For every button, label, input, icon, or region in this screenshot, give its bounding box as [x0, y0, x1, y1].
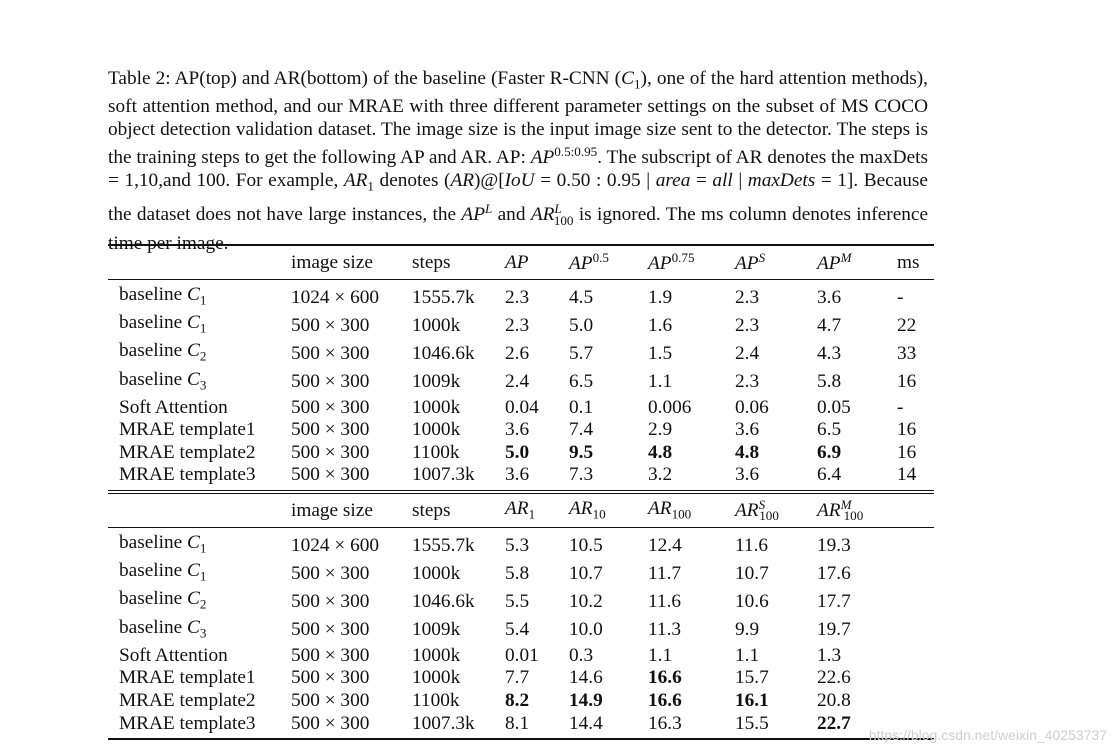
results-table [108, 244, 934, 740]
table-row [108, 645, 934, 668]
value-cell: 0.006 [648, 396, 692, 418]
value-cell: 1024 × 600 [291, 534, 379, 556]
value-cell: 5.8 [817, 371, 842, 393]
value-cell: 11.7 [648, 563, 682, 585]
ar-header-ar1: $AR_1$ [505, 492, 569, 528]
value-cell: 4.5 [569, 286, 594, 308]
value-cell: 5.8 [505, 563, 530, 585]
table-row [108, 280, 934, 313]
ap-header-apm: $AP^M$ [817, 245, 897, 280]
ap-header-ap50: $AP^{0.5}$ [569, 245, 648, 280]
value-cell: 8.2 [505, 689, 530, 711]
value-cell: 10.6 [735, 591, 769, 613]
value-cell: 16 [897, 419, 917, 441]
value-cell: 10.5 [569, 534, 603, 556]
value-cell: 500 × 300 [291, 464, 370, 486]
value-cell: 1100k [412, 441, 460, 463]
value-cell: 7.3 [569, 464, 594, 486]
ar-header-ars100: $AR^S_{100}$ [735, 492, 817, 528]
value-cell: 1555.7k [412, 534, 475, 556]
value-cell: 5.3 [505, 534, 530, 556]
value-cell: 33 [897, 343, 917, 365]
value-cell: 500 × 300 [291, 396, 370, 418]
ap-header-image-size: image size [291, 245, 412, 280]
ap-header-ap75: $AP^{0.75}$ [648, 245, 735, 280]
value-cell: 9.9 [735, 619, 760, 641]
value-cell: 0.01 [505, 644, 539, 666]
value-cell: 5.0 [569, 314, 594, 336]
value-cell: 5.5 [505, 591, 530, 613]
value-cell: 5.4 [505, 619, 530, 641]
value-cell: 14.6 [569, 667, 603, 689]
value-cell: 2.4 [735, 343, 760, 365]
value-cell: 2.3 [735, 371, 760, 393]
method-cell: Soft Attention [119, 396, 228, 418]
value-cell: 4.3 [817, 343, 842, 365]
method-cell: MRAE template2 [119, 441, 256, 463]
method-cell: MRAE template3 [119, 464, 256, 486]
value-cell: 17.6 [817, 563, 851, 585]
value-cell: 4.7 [817, 314, 842, 336]
value-cell: 4.8 [648, 441, 673, 463]
value-cell: 19.7 [817, 619, 851, 641]
table-row [108, 560, 934, 588]
value-cell: 16.6 [648, 689, 682, 711]
ap-header-ms: ms [897, 245, 934, 280]
value-cell: 2.3 [505, 314, 530, 336]
method-cell: MRAE template1 [119, 667, 256, 689]
table-row [108, 340, 934, 368]
table-caption [108, 68, 928, 255]
value-cell: 22.6 [817, 667, 851, 689]
value-cell: 16 [897, 371, 917, 393]
value-cell: 1007.3k [412, 464, 475, 486]
value-cell: 10.2 [569, 591, 603, 613]
value-cell: 16.6 [648, 667, 682, 689]
value-cell: 2.3 [505, 286, 530, 308]
value-cell: 500 × 300 [291, 712, 370, 734]
value-cell: 14.9 [569, 689, 603, 711]
value-cell: - [897, 286, 904, 308]
value-cell: 1046.6k [412, 343, 475, 365]
table-row [108, 312, 934, 340]
value-cell: 1000k [412, 644, 461, 666]
value-cell: 500 × 300 [291, 619, 370, 641]
value-cell: 1000k [412, 419, 461, 441]
value-cell: 500 × 300 [291, 591, 370, 613]
value-cell: 1.3 [817, 644, 842, 666]
ap-header-row [108, 245, 934, 280]
value-cell: 22 [897, 314, 917, 336]
table-row [108, 690, 934, 713]
value-cell: 12.4 [648, 534, 682, 556]
value-cell: 3.6 [735, 419, 760, 441]
value-cell: 1.5 [648, 343, 673, 365]
value-cell: 16.3 [648, 712, 682, 734]
value-cell: 3.2 [648, 464, 673, 486]
value-cell: 2.6 [505, 343, 530, 365]
value-cell: 11.6 [648, 591, 682, 613]
value-cell: 1046.6k [412, 591, 475, 613]
value-cell: 500 × 300 [291, 689, 370, 711]
value-cell: 500 × 300 [291, 667, 370, 689]
value-cell: 1.1 [648, 644, 673, 666]
ap-header-ap: AP [505, 245, 569, 280]
method-cell: baseline $C_2$ [119, 340, 207, 364]
method-cell: MRAE template3 [119, 712, 256, 734]
value-cell: 8.1 [505, 712, 530, 734]
value-cell: 15.5 [735, 712, 769, 734]
value-cell: 1009k [412, 619, 461, 641]
value-cell: 1.6 [648, 314, 673, 336]
value-cell: 10.7 [735, 563, 769, 585]
value-cell: 1000k [412, 667, 461, 689]
ap-header-steps: steps [412, 245, 505, 280]
method-cell: baseline $C_3$ [119, 616, 207, 641]
value-cell: 2.4 [505, 371, 530, 393]
method-cell: baseline $C_3$ [119, 368, 207, 393]
ap-header-aps: $AP^S$ [735, 245, 817, 280]
value-cell [897, 560, 934, 588]
value-cell [897, 617, 934, 645]
ar-header-steps: steps [412, 492, 505, 528]
value-cell: 1024 × 600 [291, 286, 379, 308]
value-cell: 22.7 [817, 712, 851, 734]
value-cell: 14.4 [569, 712, 603, 734]
table-row [108, 528, 934, 561]
table-row [108, 419, 934, 442]
value-cell: 4.8 [735, 441, 760, 463]
ar-header-ar10: $AR_{10}$ [569, 492, 648, 528]
value-cell: 6.4 [817, 464, 842, 486]
table-row [108, 588, 934, 616]
value-cell: 2.9 [648, 419, 673, 441]
value-cell: 500 × 300 [291, 419, 370, 441]
value-cell [897, 528, 934, 561]
table-row [108, 464, 934, 490]
value-cell: 500 × 300 [291, 343, 370, 365]
value-cell: 500 × 300 [291, 371, 370, 393]
value-cell: 1.1 [648, 371, 673, 393]
table-row [108, 442, 934, 465]
table-row [108, 397, 934, 420]
value-cell: 0.3 [569, 644, 594, 666]
table-row [108, 369, 934, 397]
value-cell: 2.3 [735, 314, 760, 336]
value-cell: 16.1 [735, 689, 769, 711]
value-cell: 7.4 [569, 419, 594, 441]
value-cell: 5.0 [505, 441, 530, 463]
bottom-rule [108, 738, 934, 739]
ar-header-image-size: image size [291, 492, 412, 528]
table-row [108, 667, 934, 690]
ar-header-arm100: $AR^M_{100}$ [817, 492, 897, 528]
value-cell: 19.3 [817, 534, 851, 556]
value-cell: 1000k [412, 396, 461, 418]
value-cell: 1000k [412, 314, 461, 336]
value-cell: 0.04 [505, 396, 539, 418]
watermark: https://blog.csdn.net/weixin_40253737 [868, 727, 1107, 743]
value-cell: 1007.3k [412, 712, 475, 734]
value-cell: 1555.7k [412, 286, 475, 308]
method-cell: MRAE template2 [119, 689, 256, 711]
value-cell: 10.7 [569, 563, 603, 585]
value-cell: 20.8 [817, 689, 851, 711]
value-cell [897, 645, 934, 668]
value-cell: 6.9 [817, 441, 842, 463]
value-cell [897, 690, 934, 713]
value-cell: 0.05 [817, 396, 851, 418]
table-row [108, 713, 934, 739]
ar-table-body [108, 528, 934, 739]
method-cell: baseline $C_1$ [119, 284, 207, 308]
value-cell: 6.5 [817, 419, 842, 441]
value-cell: 1.1 [735, 644, 760, 666]
value-cell: 500 × 300 [291, 441, 370, 463]
ap-header-method [108, 245, 291, 280]
value-cell: 7.7 [505, 667, 530, 689]
value-cell: 17.7 [817, 591, 851, 613]
value-cell: 2.3 [735, 286, 760, 308]
value-cell: 15.7 [735, 667, 769, 689]
value-cell: - [897, 396, 904, 418]
ap-table-body [108, 280, 934, 491]
value-cell: 10.0 [569, 619, 603, 641]
method-cell: baseline $C_2$ [119, 588, 207, 612]
value-cell: 1000k [412, 563, 461, 585]
value-cell: 1100k [412, 689, 460, 711]
value-cell: 500 × 300 [291, 644, 370, 666]
value-cell: 9.5 [569, 441, 594, 463]
method-cell: Soft Attention [119, 644, 228, 666]
value-cell: 500 × 300 [291, 314, 370, 336]
value-cell [897, 588, 934, 616]
value-cell [897, 667, 934, 690]
value-cell: 0.1 [569, 396, 594, 418]
value-cell: 1009k [412, 371, 461, 393]
table-row [108, 617, 934, 645]
ar-header-ar100: $AR_{100}$ [648, 492, 735, 528]
value-cell: 0.06 [735, 396, 769, 418]
value-cell: 11.6 [735, 534, 769, 556]
method-cell: baseline $C_1$ [119, 560, 207, 584]
ar-header-row [108, 492, 934, 528]
value-cell: 3.6 [505, 464, 530, 486]
value-cell: 11.3 [648, 619, 682, 641]
method-cell: MRAE template1 [119, 419, 256, 441]
value-cell: 3.6 [505, 419, 530, 441]
value-cell: 3.6 [735, 464, 760, 486]
method-cell: baseline $C_1$ [119, 532, 207, 556]
method-cell: baseline $C_1$ [119, 312, 207, 336]
value-cell: 6.5 [569, 371, 594, 393]
value-cell: 3.6 [817, 286, 842, 308]
caption-text: Table 2: AP(top) and AR(bottom) of the baseline (Faster R-CNN $(C_1)$, one of the hard attention methods), soft attention method, and our MRAE with three different parameter settings on the subset of MS COCO object detection validation dataset. The image size is the input image size sent to the detector. The steps is the training steps to get the following AP and AR. AP: $AP^{0.5:0.95}$. The subscript of AR denotes the maxDets = 1,10,and 100. For example, $AR_1$ denotes (AR)@[IoU = 0.50 : 0.95 | area = all | maxDets = 1]. Because the dataset does not have large instances, the $AP^L$ and $AR^L_{100}$ is ignored. The ms column denotes inference time per image. [108, 68, 929, 254]
ar-header-empty [897, 492, 934, 528]
value-cell: 5.7 [569, 343, 594, 365]
value-cell: 1.9 [648, 286, 673, 308]
value-cell: 500 × 300 [291, 563, 370, 585]
value-cell: 14 [897, 464, 917, 486]
value-cell: 16 [897, 441, 917, 463]
ar-header-method [108, 492, 291, 528]
